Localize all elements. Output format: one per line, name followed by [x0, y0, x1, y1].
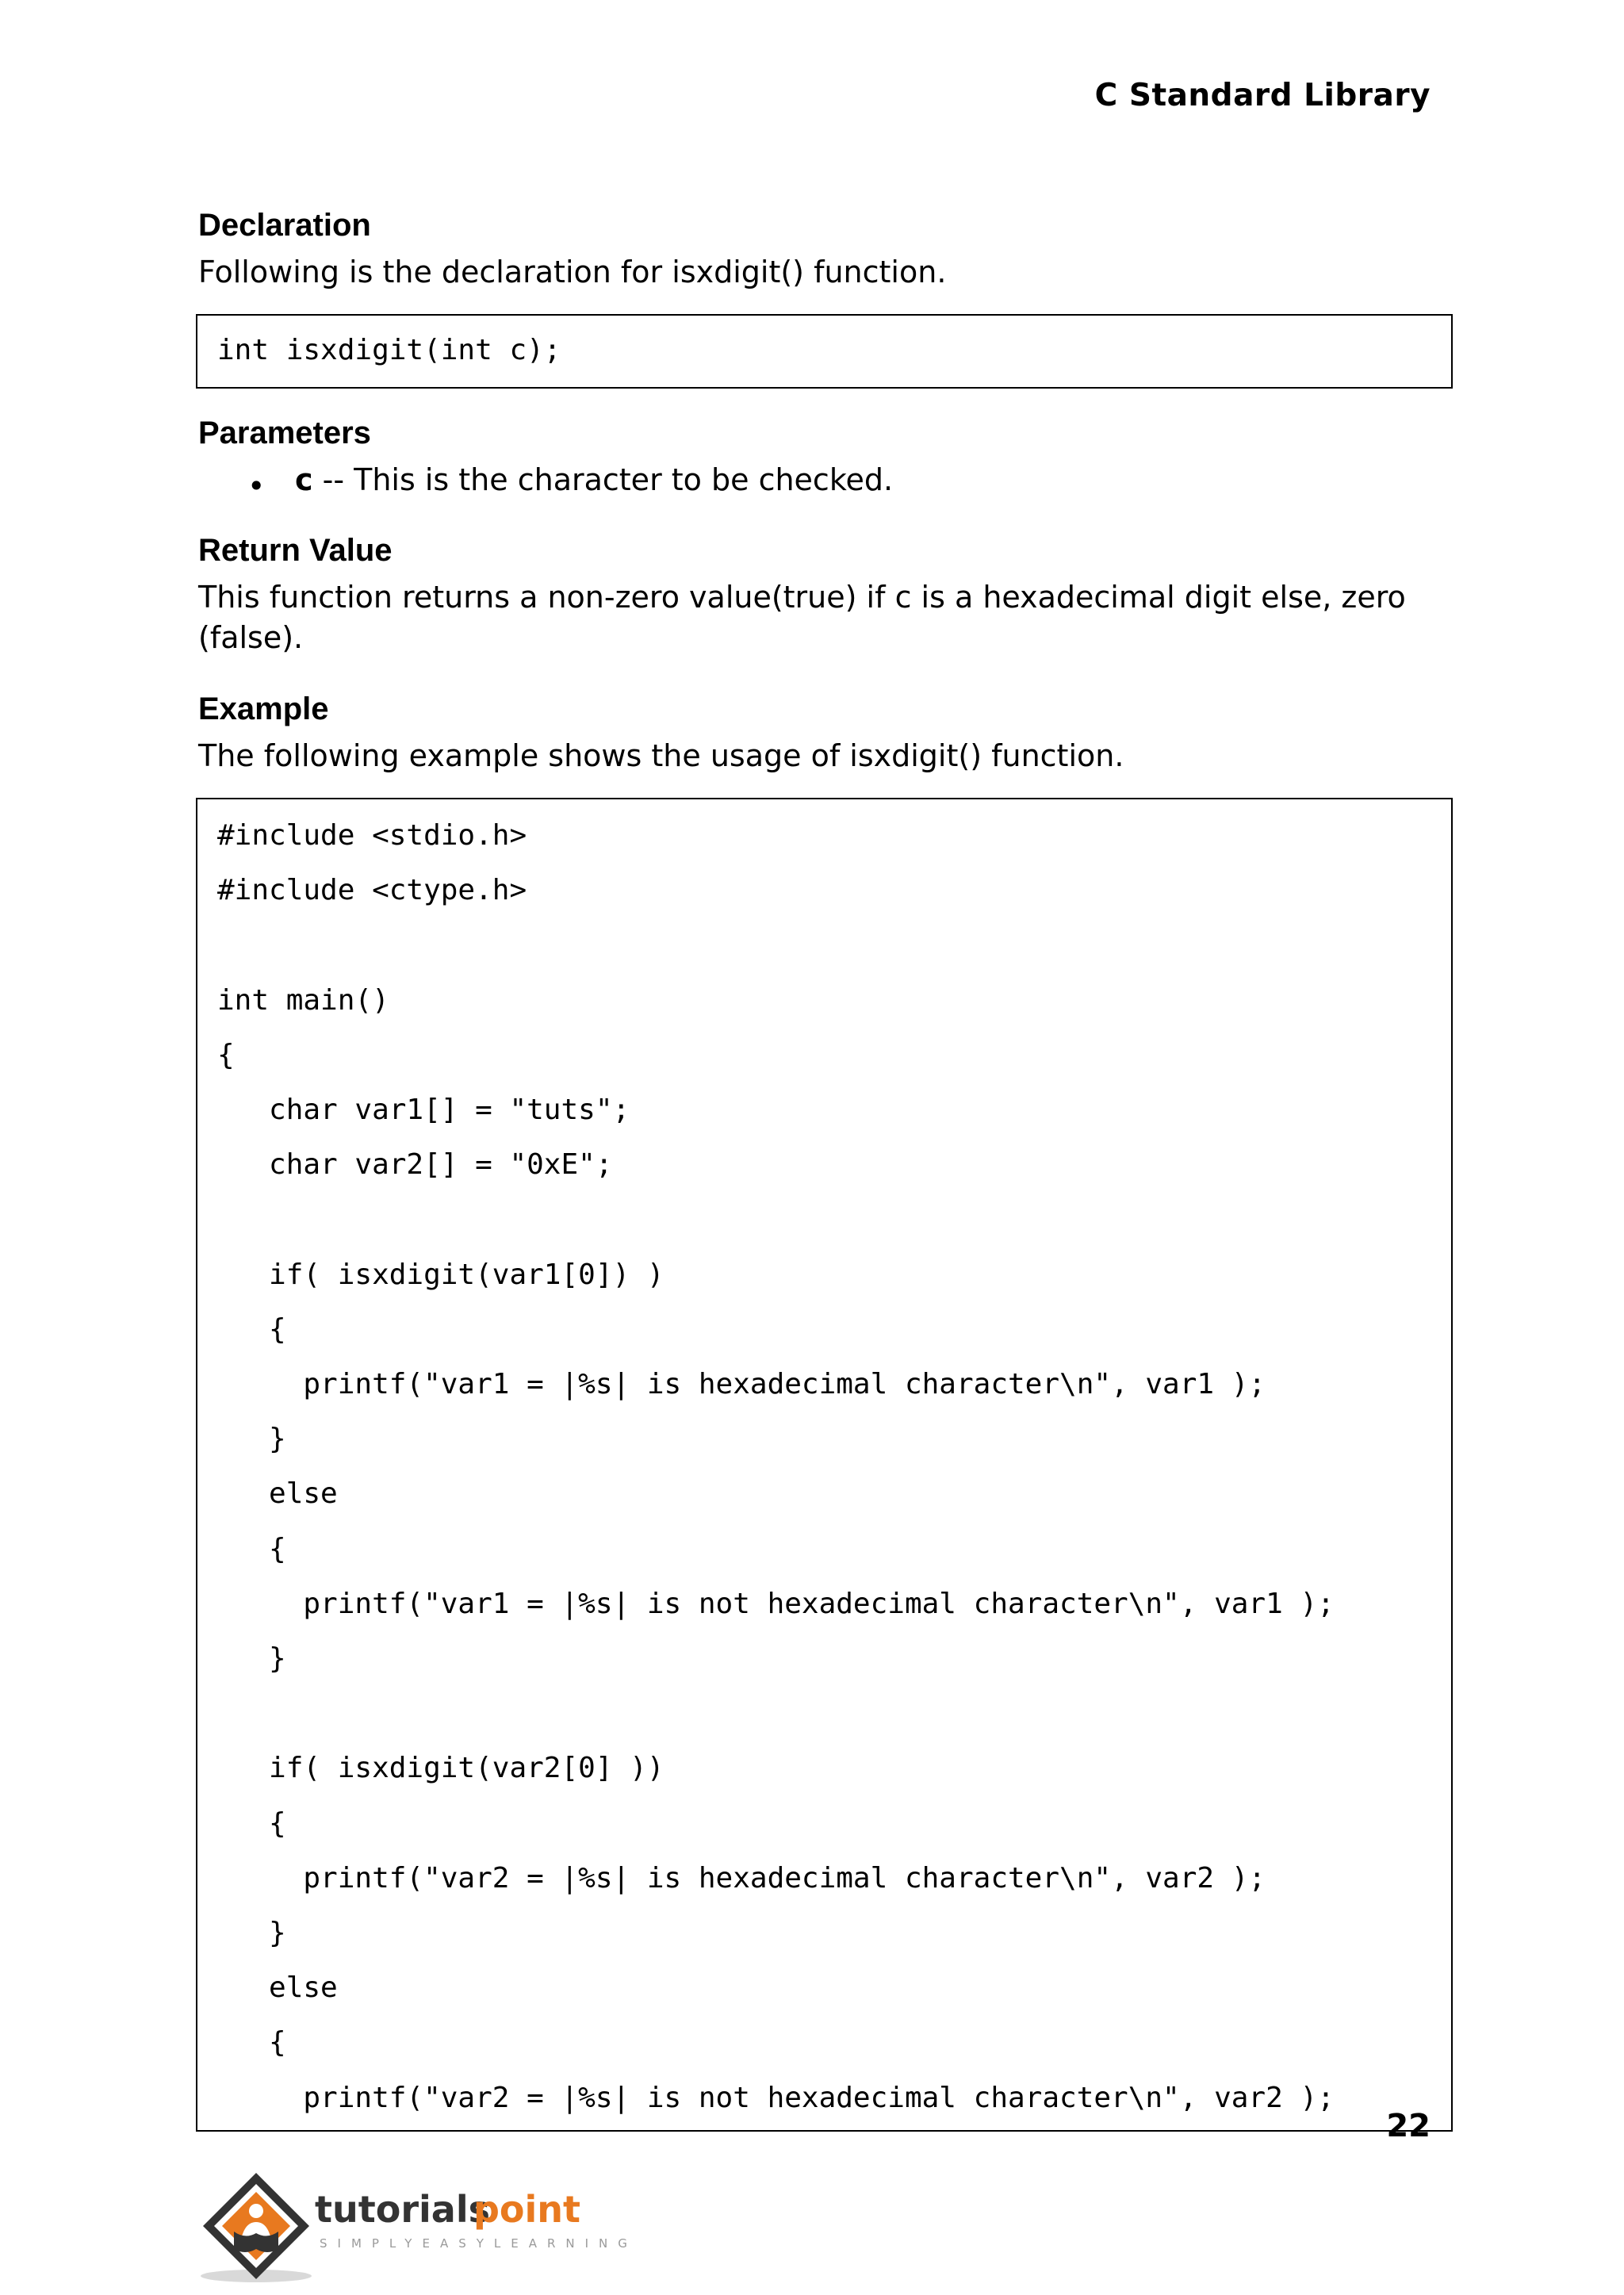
code-line: printf("var1 = |%s| is hexadecimal character\n", var1 );: [217, 1368, 1266, 1400]
code-line: #include <ctype.h>: [217, 874, 527, 907]
code-line: char var1[] = "tuts";: [217, 1094, 630, 1126]
code-line: {: [217, 1806, 286, 1840]
code-line: }: [217, 1423, 286, 1456]
example-heading: Example: [198, 692, 329, 726]
code-line: if( isxdigit(var1[0]) ): [217, 1258, 665, 1291]
code-line: else: [217, 1477, 338, 1511]
declaration-code-box: [196, 314, 1453, 389]
code-line: {: [217, 1532, 286, 1565]
bullet-icon: •: [247, 469, 266, 504]
parameter-item: [295, 460, 893, 500]
return-value-text: This function returns a non-zero value(true) if c is a hexadecimal digit else, zero (false).: [198, 580, 1406, 655]
logo-figure-head: [249, 2204, 263, 2218]
code-line: {: [217, 1038, 235, 1071]
parameter-description: -- This is the character to be checked.: [312, 462, 894, 497]
logo-tagline: SIMPLYEASYLEARNING: [320, 2236, 638, 2251]
parameter-name: c: [295, 462, 313, 497]
declaration-code: int isxdigit(int c);: [217, 334, 561, 366]
page-number: 22: [1386, 2108, 1431, 2144]
code-line: }: [217, 1642, 286, 1675]
code-line: printf("var1 = |%s| is not hexadecimal character\n", var1 );: [217, 1587, 1335, 1620]
declaration-heading: Declaration: [198, 208, 371, 243]
code-line: printf("var2 = |%s| is not hexadecimal character\n", var2 );: [217, 2081, 1335, 2114]
return-value-heading: Return Value: [198, 533, 393, 568]
code-line: {: [217, 1312, 286, 1346]
logo-text-tutorials: tutorials: [315, 2188, 490, 2231]
code-line: int main(): [217, 983, 389, 1017]
code-line: if( isxdigit(var2[0] )): [217, 1752, 665, 1785]
code-line: #include <stdio.h>: [217, 819, 527, 852]
example-text: The following example shows the usage of isxdigit() function.: [198, 738, 1124, 773]
running-header: C Standard Library: [1094, 78, 1431, 113]
code-line: char var2[] = "0xE";: [217, 1148, 613, 1182]
code-line: printf("var2 = |%s| is hexadecimal character\n", var2 );: [217, 1861, 1266, 1895]
logo-text-point: point: [473, 2188, 581, 2231]
parameters-heading: Parameters: [198, 416, 371, 450]
code-line: }: [217, 1917, 286, 1949]
code-line: else: [217, 1971, 338, 2005]
declaration-text: Following is the declaration for isxdigit() function.: [198, 255, 947, 289]
code-line: {: [217, 2026, 286, 2059]
tutorialspoint-logo: [194, 2165, 638, 2284]
example-code-box: [196, 798, 1453, 2132]
